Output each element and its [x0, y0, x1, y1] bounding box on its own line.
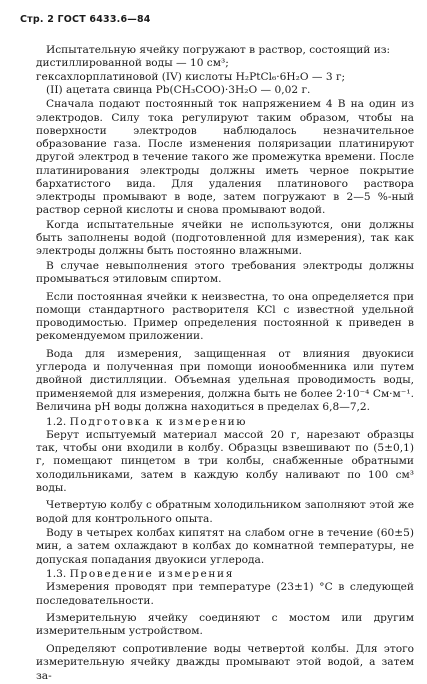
composition-intro: Испытательную ячейку погружают в раствор, состоящий из:	[46, 44, 391, 56]
composition-item: (II) ацетата свинца Pb(CH₃COO)·3H₂O — 0,02 г.	[46, 83, 311, 96]
section-number: 1.2.	[46, 415, 67, 428]
paragraph: Если постоянная ячейки κ неизвестна, то она определяется при помощи стандартного растворителя KCl с известной удельной проводимостью. Пример определения постоянной κ приведен в рекомендуемом приложении.	[36, 290, 414, 343]
paragraph: Когда испытательные ячейки не используются, они должны быть заполнены водой (подготовленной для измерения), так как электроды должны быть постоянно влажными.	[36, 218, 414, 258]
paragraph: Измерения проводят при температуре (23±1) °C в следующей последовательности.	[36, 581, 414, 607]
document-body	[36, 44, 414, 684]
paragraph: Определяют сопротивление воды четвертой колбы. Для этого измерительную ячейку дважды промывают этой водой, а затем за-	[36, 643, 414, 682]
page-header: Стр. 2 ГОСТ 6433.6—84	[20, 14, 151, 25]
section-heading-preparation	[36, 416, 414, 429]
solution-composition	[36, 44, 414, 97]
section-number: 1.3.	[46, 568, 67, 581]
paragraph: Вода для измерения, защищенная от влияния двуокиси углерода и полученная при помощи ионообменника или путем двойной дистилляции. Объемная удельная проводимость воды, применяемой для измерения, должна быть не более 2·10⁻⁴ См·м⁻¹. Величина pH воды должна находиться в пределах 6,8—7,2.	[36, 347, 414, 413]
paragraph: Измерительную ячейку соединяют с мостом или другим измерительным устройством.	[36, 612, 414, 638]
section-title: Подготовка к измерению	[69, 415, 248, 428]
paragraph: Берут испытуемый материал массой 20 г, нарезают образцы так, чтобы они входили в колбу. Образцы взвешивают по (5±0,1) г, помещают пинцетом в три колбы, снабженные обратными холодильниками, затем в каждую колбу наливают по 100 см³ воды.	[36, 428, 414, 494]
paragraph: В случае невыполнения этого требования электроды должны промываться этиловым спиртом.	[36, 259, 414, 286]
section-title: Проведение измерения	[69, 568, 234, 581]
paragraph: Четвертую колбу с обратным холодильником заполняют этой же водой для контрольного опыта.	[36, 499, 414, 525]
paragraph: Сначала подают постоянный ток напряжением 4 В на один из электродов. Силу тока регулируют таким образом, чтобы на поверхности электродов наблюдалось незначительное образование газа. После изменения поляризации платинируют другой электрод в течение такого же промежутка времени. После платинирования электроды должны иметь черное покрытие бархатистого вида. Для удаления платинового раствора электроды промывают в воде, затем погружают в 2—5 %-ный раствор серной кислоты и снова промывают водой.	[36, 98, 414, 217]
section-heading-measurement	[36, 568, 414, 581]
composition-item: дистиллированной воды — 10 см³;	[36, 57, 229, 70]
composition-item: гексахлорплатиновой (IV) кислоты H₂PtCl₆·6H₂O — 3 г;	[36, 70, 346, 83]
paragraph: Воду в четырех колбах кипятят на слабом огне в течение (60±5) мин, а затем охлаждают в колбах до комнатной температуры, не допуская попадания двуокиси углерода.	[36, 527, 414, 566]
